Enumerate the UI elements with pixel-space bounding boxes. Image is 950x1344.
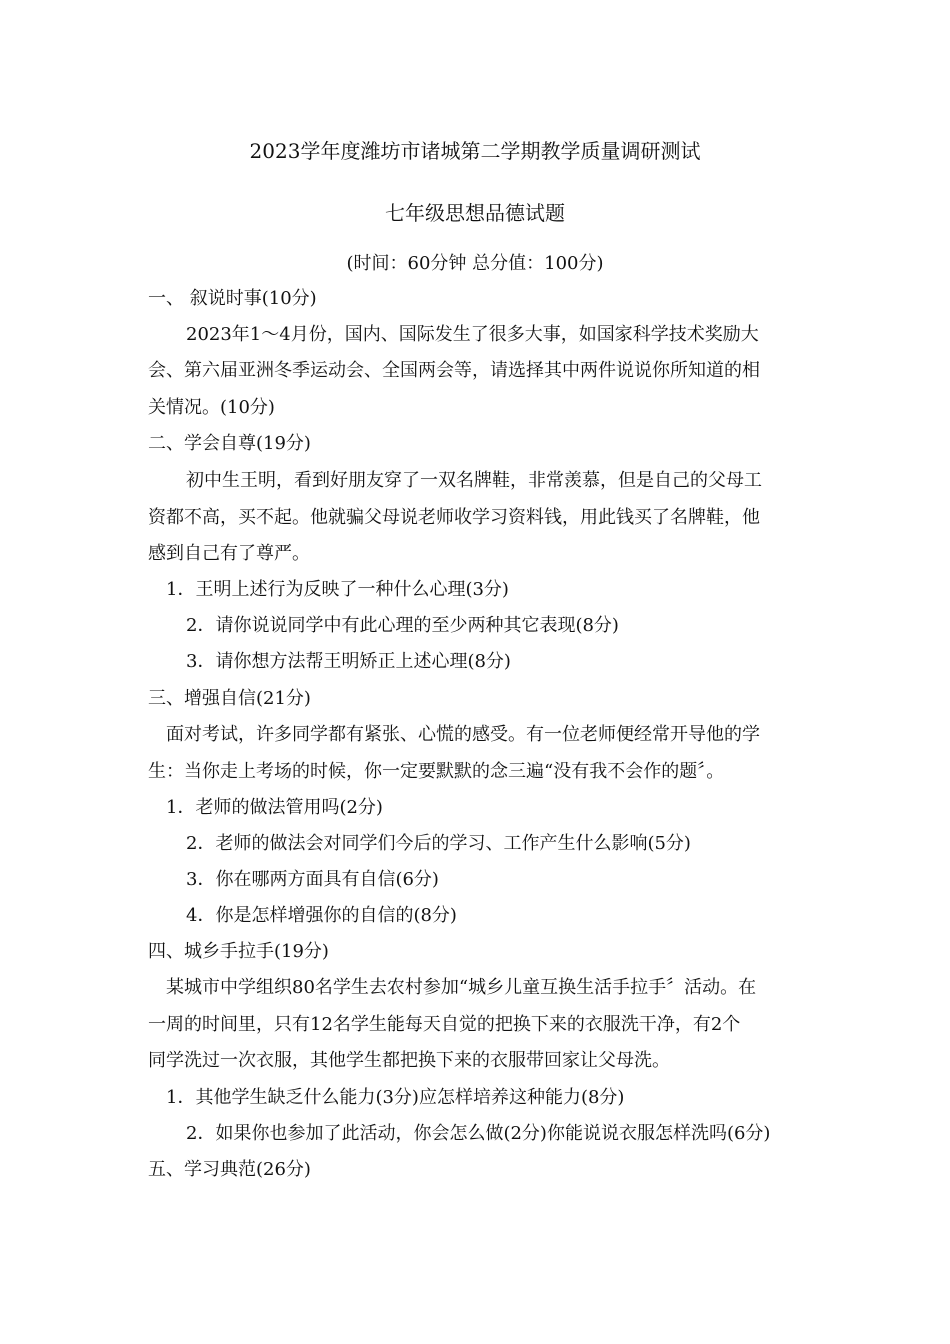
question-item: 1．王明上述行为反映了一种什么心理(3分): [166, 579, 509, 600]
exam-subtitle: 七年级思想品德试题: [385, 201, 565, 225]
question-item: 2．请你说说同学中有此心理的至少两种其它表现(8分): [186, 615, 619, 636]
question-item: 3．你在哪两方面具有自信(6分): [186, 869, 439, 890]
exam-info: (时间：60分钟 总分值：100分): [346, 253, 604, 274]
section-heading: 一、 叙说时事(10分): [148, 288, 317, 309]
paragraph-line: 面对考试，许多同学都有紧张、心慌的感受。有一位老师便经常开导他的学: [166, 724, 760, 745]
exam-title: 2023学年度潍坊市诸城第二学期教学质量调研测试: [249, 139, 701, 163]
paragraph-line: 生：当你走上考场的时候，你一定要默默的念三遍“没有我不会作的题〞。: [148, 761, 725, 782]
paragraph-line: 资都不高，买不起。他就骗父母说老师收学习资料钱，用此钱买了名牌鞋，他: [148, 507, 760, 528]
paragraph-line: 会、第六届亚洲冬季运动会、全国两会等，请选择其中两件说说你所知道的相: [148, 360, 760, 381]
section-heading: 五、学习典范(26分): [148, 1159, 311, 1180]
paragraph-line: 感到自己有了尊严。: [148, 543, 310, 564]
question-item: 4．你是怎样增强你的自信的(8分): [186, 905, 457, 926]
question-item: 3．请你想方法帮王明矫正上述心理(8分): [186, 651, 511, 672]
paragraph-line: 2023年1～4月份，国内、国际发生了很多大事，如国家科学技术奖励大: [186, 324, 759, 345]
question-item: 1．老师的做法管用吗(2分): [166, 797, 383, 818]
paragraph-line: 关情况。(10分): [148, 397, 275, 418]
paragraph-line: 某城市中学组织80名学生去农村参加“城乡儿童互换生活手拉手〞活动。在: [166, 977, 757, 998]
paragraph-line: 初中生王明，看到好朋友穿了一双名牌鞋，非常羡慕，但是自己的父母工: [186, 470, 762, 491]
question-item: 2．老师的做法会对同学们今后的学习、工作产生什么影响(5分): [186, 833, 691, 854]
question-item: 1．其他学生缺乏什么能力(3分)应怎样培养这种能力(8分): [166, 1087, 625, 1108]
paragraph-line: 一周的时间里，只有12名学生能每天自觉的把换下来的衣服洗干净，有2个: [148, 1014, 741, 1035]
paragraph-line: 同学洗过一次衣服，其他学生都把换下来的衣服带回家让父母洗。: [148, 1050, 670, 1071]
question-item: 2．如果你也参加了此活动，你会怎么做(2分)你能说说衣服怎样洗吗(6分): [186, 1123, 771, 1144]
section-heading: 三、增强自信(21分): [148, 688, 311, 709]
section-heading: 四、城乡手拉手(19分): [148, 941, 329, 962]
section-heading: 二、学会自尊(19分): [148, 433, 311, 454]
